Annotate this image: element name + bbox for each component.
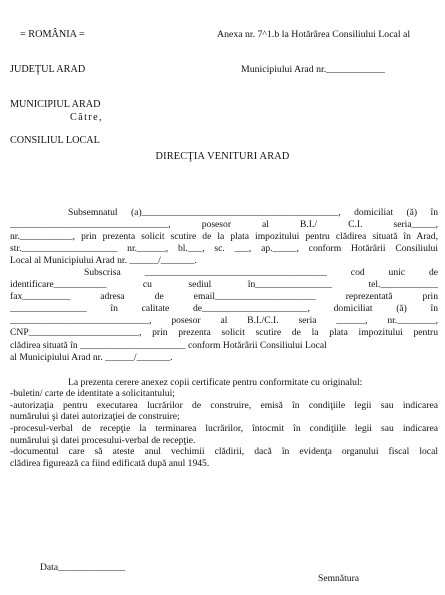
company-line-3: fax__________ adresa de email_____________________ reprezentată prin (10, 291, 438, 303)
annex-item-age: -documentul care să ateste anul vechimii clădirii, dacă în evidenţa organului fiscal local (10, 446, 438, 458)
company-line-6: CNP_______________________, prin prezenta solicit scutire de la plata impozitului pentru (10, 327, 438, 339)
company-line-4: ________________ în calitate de______________________, domiciliat (ă) în (10, 303, 438, 315)
annex-item-reception-cont: numărului şi datei procesului-verbal de recepţie. (10, 434, 196, 446)
annex-intro: La prezenta cerere anexez copii certificate pentru conformitate cu originalul: (68, 376, 363, 388)
individual-line-1: Subsemnatul (a)_________________________________________, domiciliat (ă) în (68, 207, 438, 218)
annex-line-1: Anexa nr. 7^1.b la Hotărârea Consiliului Local al (217, 28, 411, 40)
county-line: JUDEŢUL ARAD (10, 63, 86, 75)
individual-line-3: nr.___________, prin prezenta solicit scutire de la plata impozitului pentru clădirea situată în Arad, (10, 231, 438, 243)
addressee-title: DIRECŢIA VENITURI ARAD (155, 151, 290, 162)
company-line-2: identificare___________ cu sediul în________________ tel.____________ (10, 279, 438, 291)
company-line-7: clădirea situată în ______________________ conform Hotărârii Consiliului Local (10, 339, 327, 351)
company-line-5: _____________________________, posesor al B.I./C.I. seria ______, nr.________, (10, 315, 438, 327)
company-line-8: al Municipiului Arad nr. ______/_______. (10, 351, 173, 363)
annex-item-id: -buletin/ carte de identitate a solicitantului; (10, 388, 175, 400)
signature-label: Semnătura (318, 573, 360, 584)
annex-reference (217, 5, 410, 99)
issuer-block (10, 5, 100, 170)
individual-line-2: _________________________________, posesor al B.I./ C.I. seria_____, (10, 219, 438, 231)
annex-item-age-cont: clădirea figurează ca fiind edificată după anul 1945. (10, 457, 210, 469)
individual-line-5: Local al Municipiului Arad nr. ______/_______. (10, 255, 197, 267)
addressee-salutation: Către, (70, 112, 104, 123)
council-line: CONSILIUL LOCAL (10, 134, 100, 146)
date-field-label: Data______________ (40, 562, 126, 573)
annex-line-2: Municipiului Arad nr.____________ (241, 63, 385, 75)
individual-line-4: str.____________________ nr.______, bl.___, sc. ___, ap._____, conform Hotărârii Consiliului (10, 243, 438, 255)
municipality-line: MUNICIPIUL ARAD (10, 99, 101, 111)
annex-item-permit-cont: numărului şi datei autorizaţiei de construire; (10, 411, 180, 423)
annex-list (0, 377, 445, 470)
country-line: = ROMÂNIA = (20, 28, 85, 40)
request-body (0, 207, 445, 469)
annex-item-permit: -autorizaţia pentru executarea lucrărilor de construire, emisă în condiţiile legii sau indicarea (10, 399, 438, 411)
annex-item-reception: -procesul-verbal de recepţie la terminarea lucrărilor, întocmit în condiţiile legii sau indicarea (10, 422, 438, 434)
company-line-1: Subscrisa ______________________________________ cod unic de (84, 267, 438, 279)
signature-area (0, 551, 445, 595)
